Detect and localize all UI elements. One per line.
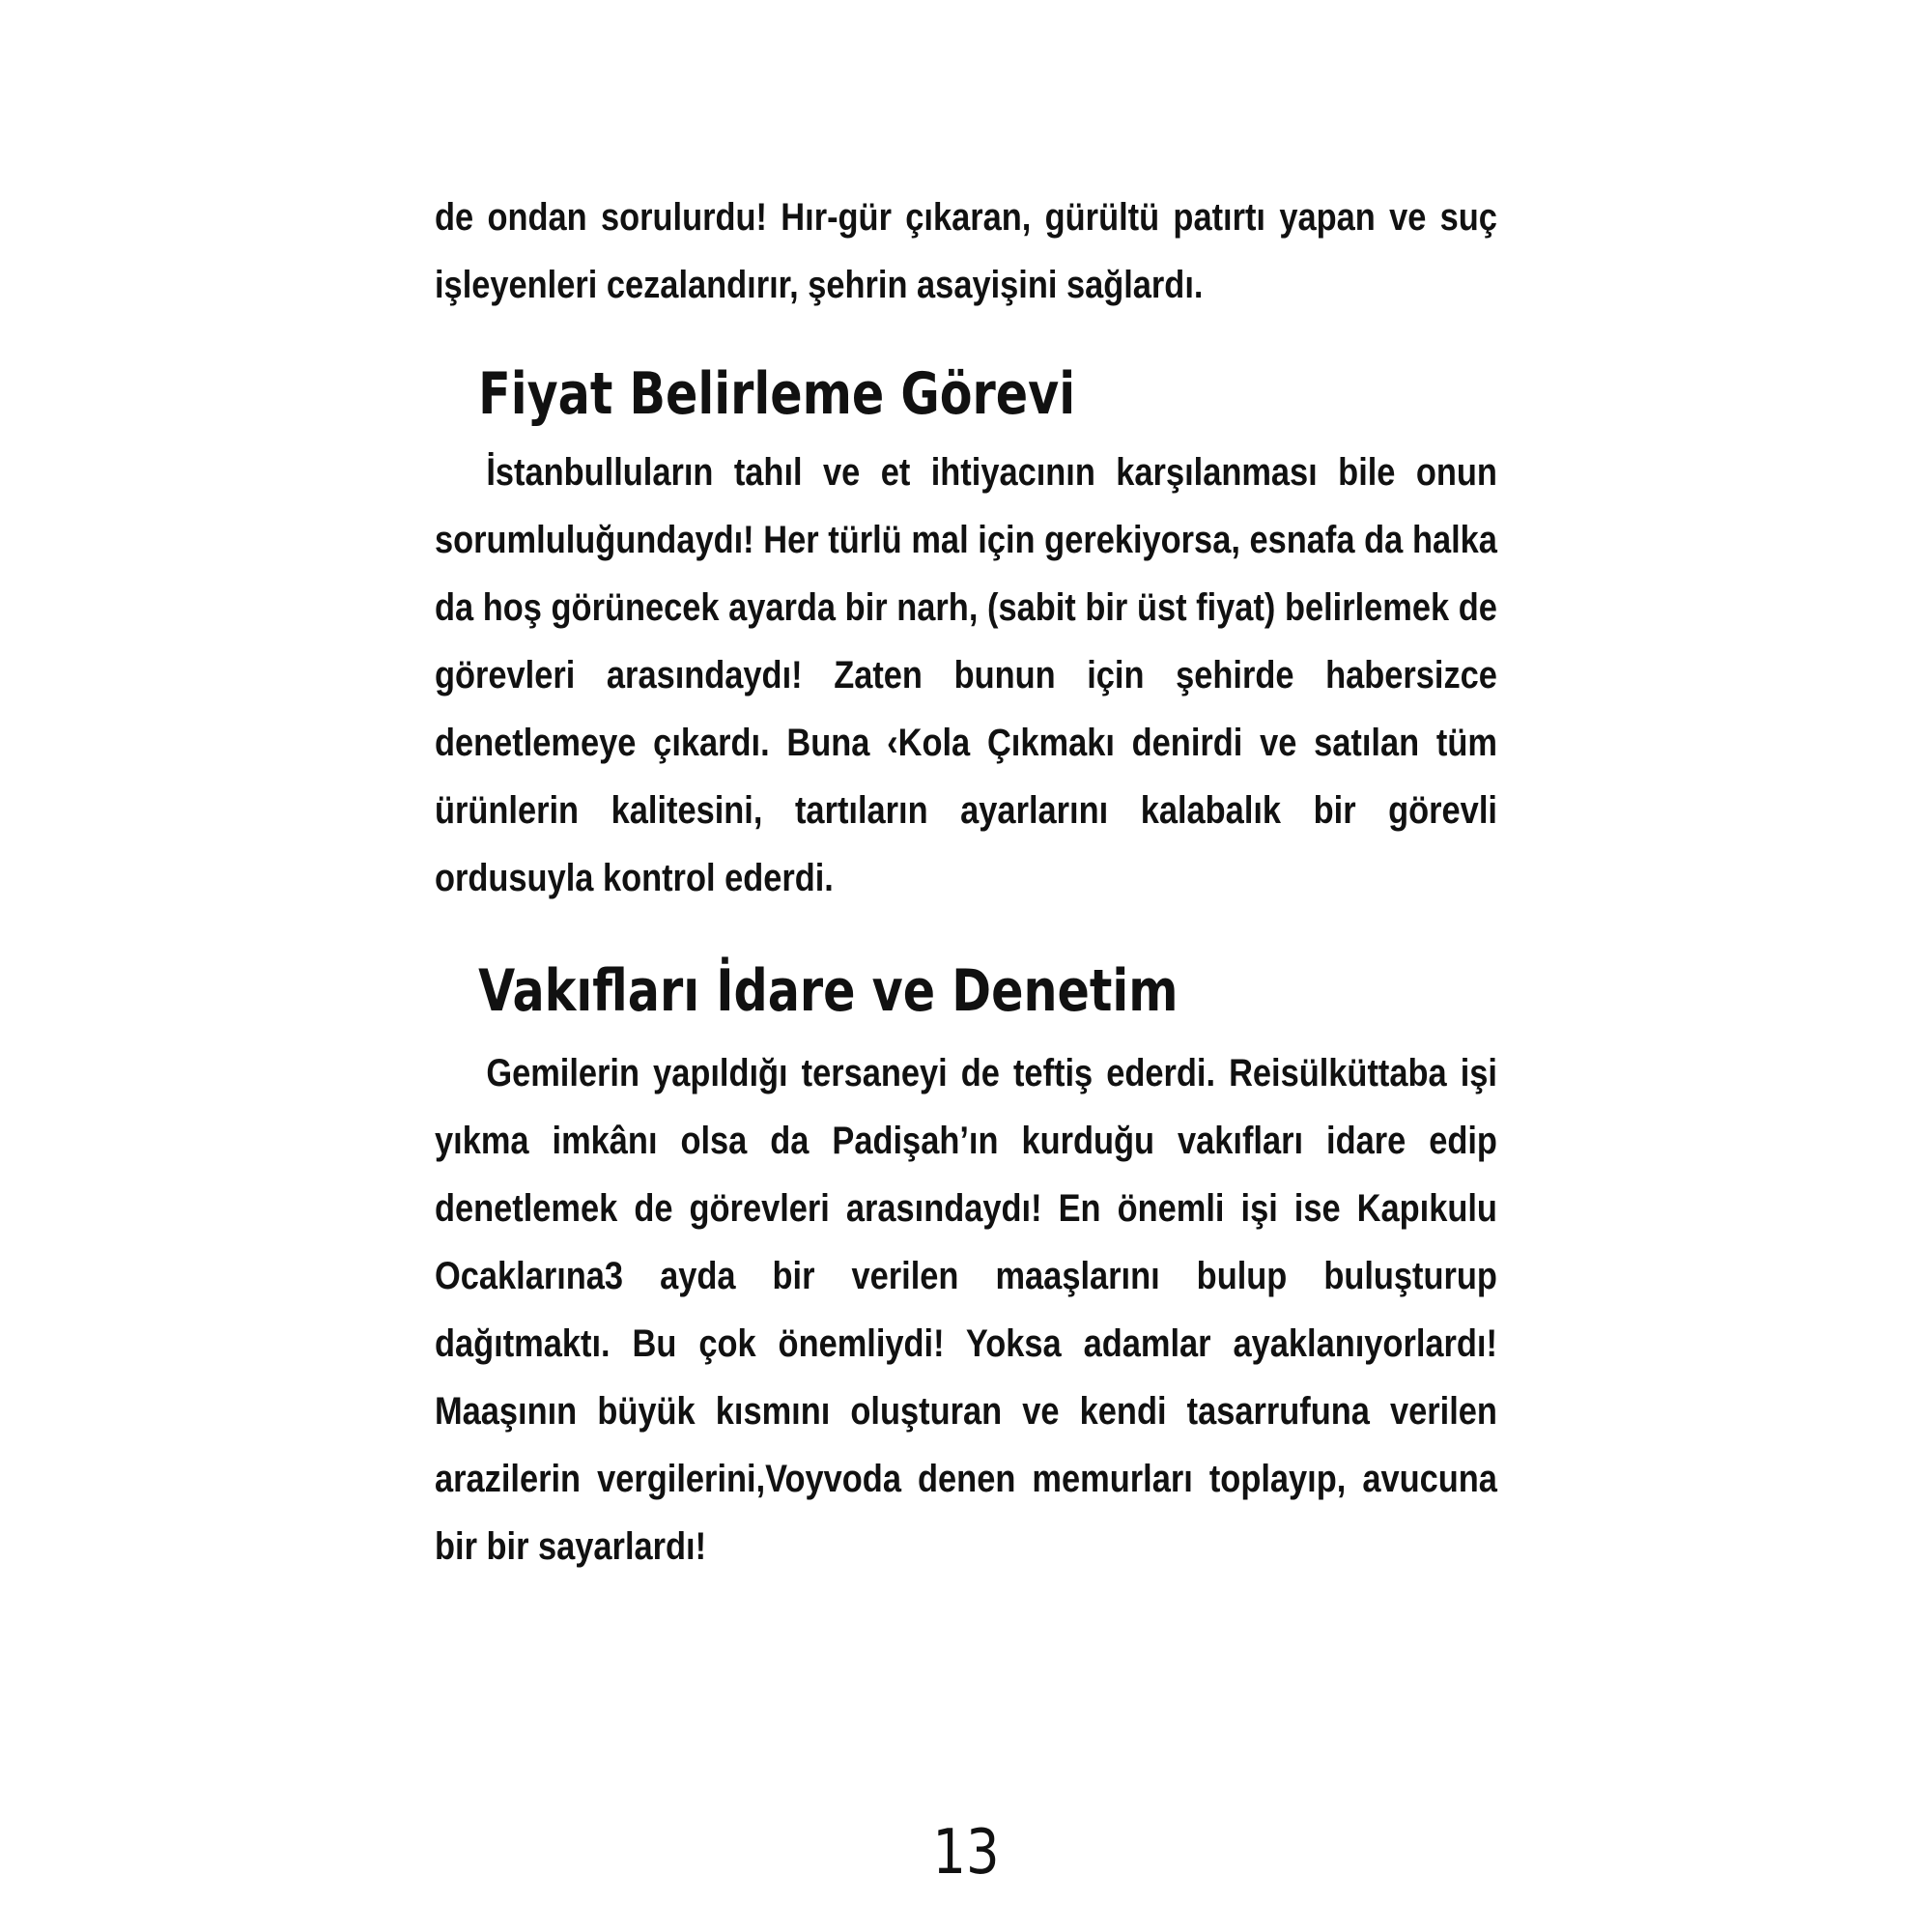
section-heading-price-setting: Fiyat Belirleme Görevi xyxy=(478,360,1076,428)
continuation-paragraph: de ondan sorulurdu! Hır-gür çıkaran, gürültü patırtı yapan ve suç işleyenleri cezalandırır, şehrin asayişini sağlardı. xyxy=(435,196,1497,306)
page-number: 13 xyxy=(932,1817,1000,1889)
page-content xyxy=(435,184,1497,1580)
section-paragraph-price-setting: İstanbulluların tahıl ve et ihtiyacının karşılanması bile onun sorumluluğundaydı! Her türlü mal için gerekiyorsa, esnafa da halka da hoş görünecek ayarda bir narh, (sabit bir üst fiyat) belirlemek de görevleri arasındaydı! Zaten bunun için şehirde habersizce denetlemeye çıkardı. Buna ‹Kola Çıkmakı denirdi ve satılan tüm ürünlerin kalitesini, tartıların ayarlarını kalabalık bir görevli ordusuyla kontrol ederdi. xyxy=(435,451,1497,899)
section-paragraph-foundations: Gemilerin yapıldığı tersaneyi de teftiş ederdi. Reisülküttaba işi yıkma imkânı olsa da Padişah’ın kurduğu vakıfları idare edip denetlemek de görevleri arasındaydı! En önemli işi ise Kapıkulu Ocaklarına3 ayda bir verilen maaşlarını bulup buluşturup dağıtmaktı. Bu çok önemliydi! Yoksa adamlar ayaklanıyorlardı! Maaşının büyük kısmını oluşturan ve kendi tasarrufuna verilen arazilerin vergilerini,Voyvoda denen memurları toplayıp, avucuna bir bir sayarlardı! xyxy=(435,1052,1497,1568)
section-heading-foundations: Vakıfları İdare ve Denetim xyxy=(478,957,1179,1025)
